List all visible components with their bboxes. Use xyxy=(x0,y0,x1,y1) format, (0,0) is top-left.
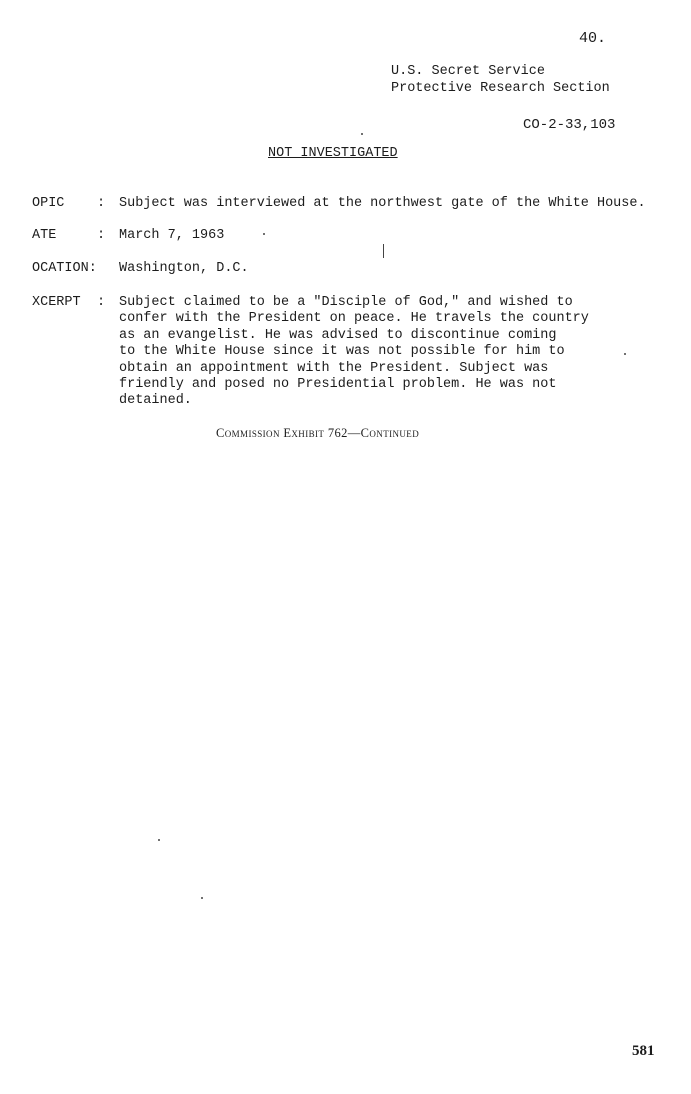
scan-speck xyxy=(624,353,626,355)
excerpt-line: friendly and posed no Presidential problem. He was not xyxy=(119,377,557,393)
excerpt-label: XCERPT xyxy=(32,295,81,310)
topic-colon: : xyxy=(97,196,106,211)
topic-label: OPIC xyxy=(32,196,65,211)
date-label: ATE xyxy=(32,228,57,243)
excerpt-body xyxy=(119,295,619,410)
location-label: OCATION: xyxy=(32,261,97,276)
scan-speck xyxy=(158,839,160,841)
excerpt-colon: : xyxy=(97,295,106,310)
excerpt-line: Subject claimed to be a "Disciple of God," and wished to xyxy=(119,295,573,310)
scan-speck xyxy=(263,233,265,235)
page-number-bottom: 581 xyxy=(632,1043,655,1059)
excerpt-line: to the White House since it was not possible for him to xyxy=(119,344,565,360)
excerpt-line: obtain an appointment with the President. Subject was xyxy=(119,360,549,376)
topic-value: Subject was interviewed at the northwest gate of the White House. xyxy=(119,196,646,211)
excerpt-line: as an evangelist. He was advised to discontinue coming xyxy=(119,327,557,343)
exhibit-caption-text: Commission Exhibit 762—Continued xyxy=(216,426,420,440)
agency-name: U.S. Secret Service xyxy=(391,64,545,79)
scan-speck xyxy=(201,897,203,899)
file-number: CO-2-33,103 xyxy=(523,117,616,133)
excerpt-line: confer with the President on peace. He travels the country xyxy=(119,311,589,327)
agency-section: Protective Research Section xyxy=(391,81,610,96)
scan-speck xyxy=(361,133,363,135)
exhibit-caption xyxy=(216,426,419,441)
date-value: March 7, 1963 xyxy=(119,228,225,243)
location-value: Washington, D.C. xyxy=(119,261,249,276)
date-colon: : xyxy=(97,228,106,243)
scan-speck xyxy=(383,244,384,258)
excerpt-line: detained. xyxy=(119,393,192,409)
page-number-top: 40. xyxy=(579,30,607,47)
status-heading: NOT INVESTIGATED xyxy=(268,146,398,161)
